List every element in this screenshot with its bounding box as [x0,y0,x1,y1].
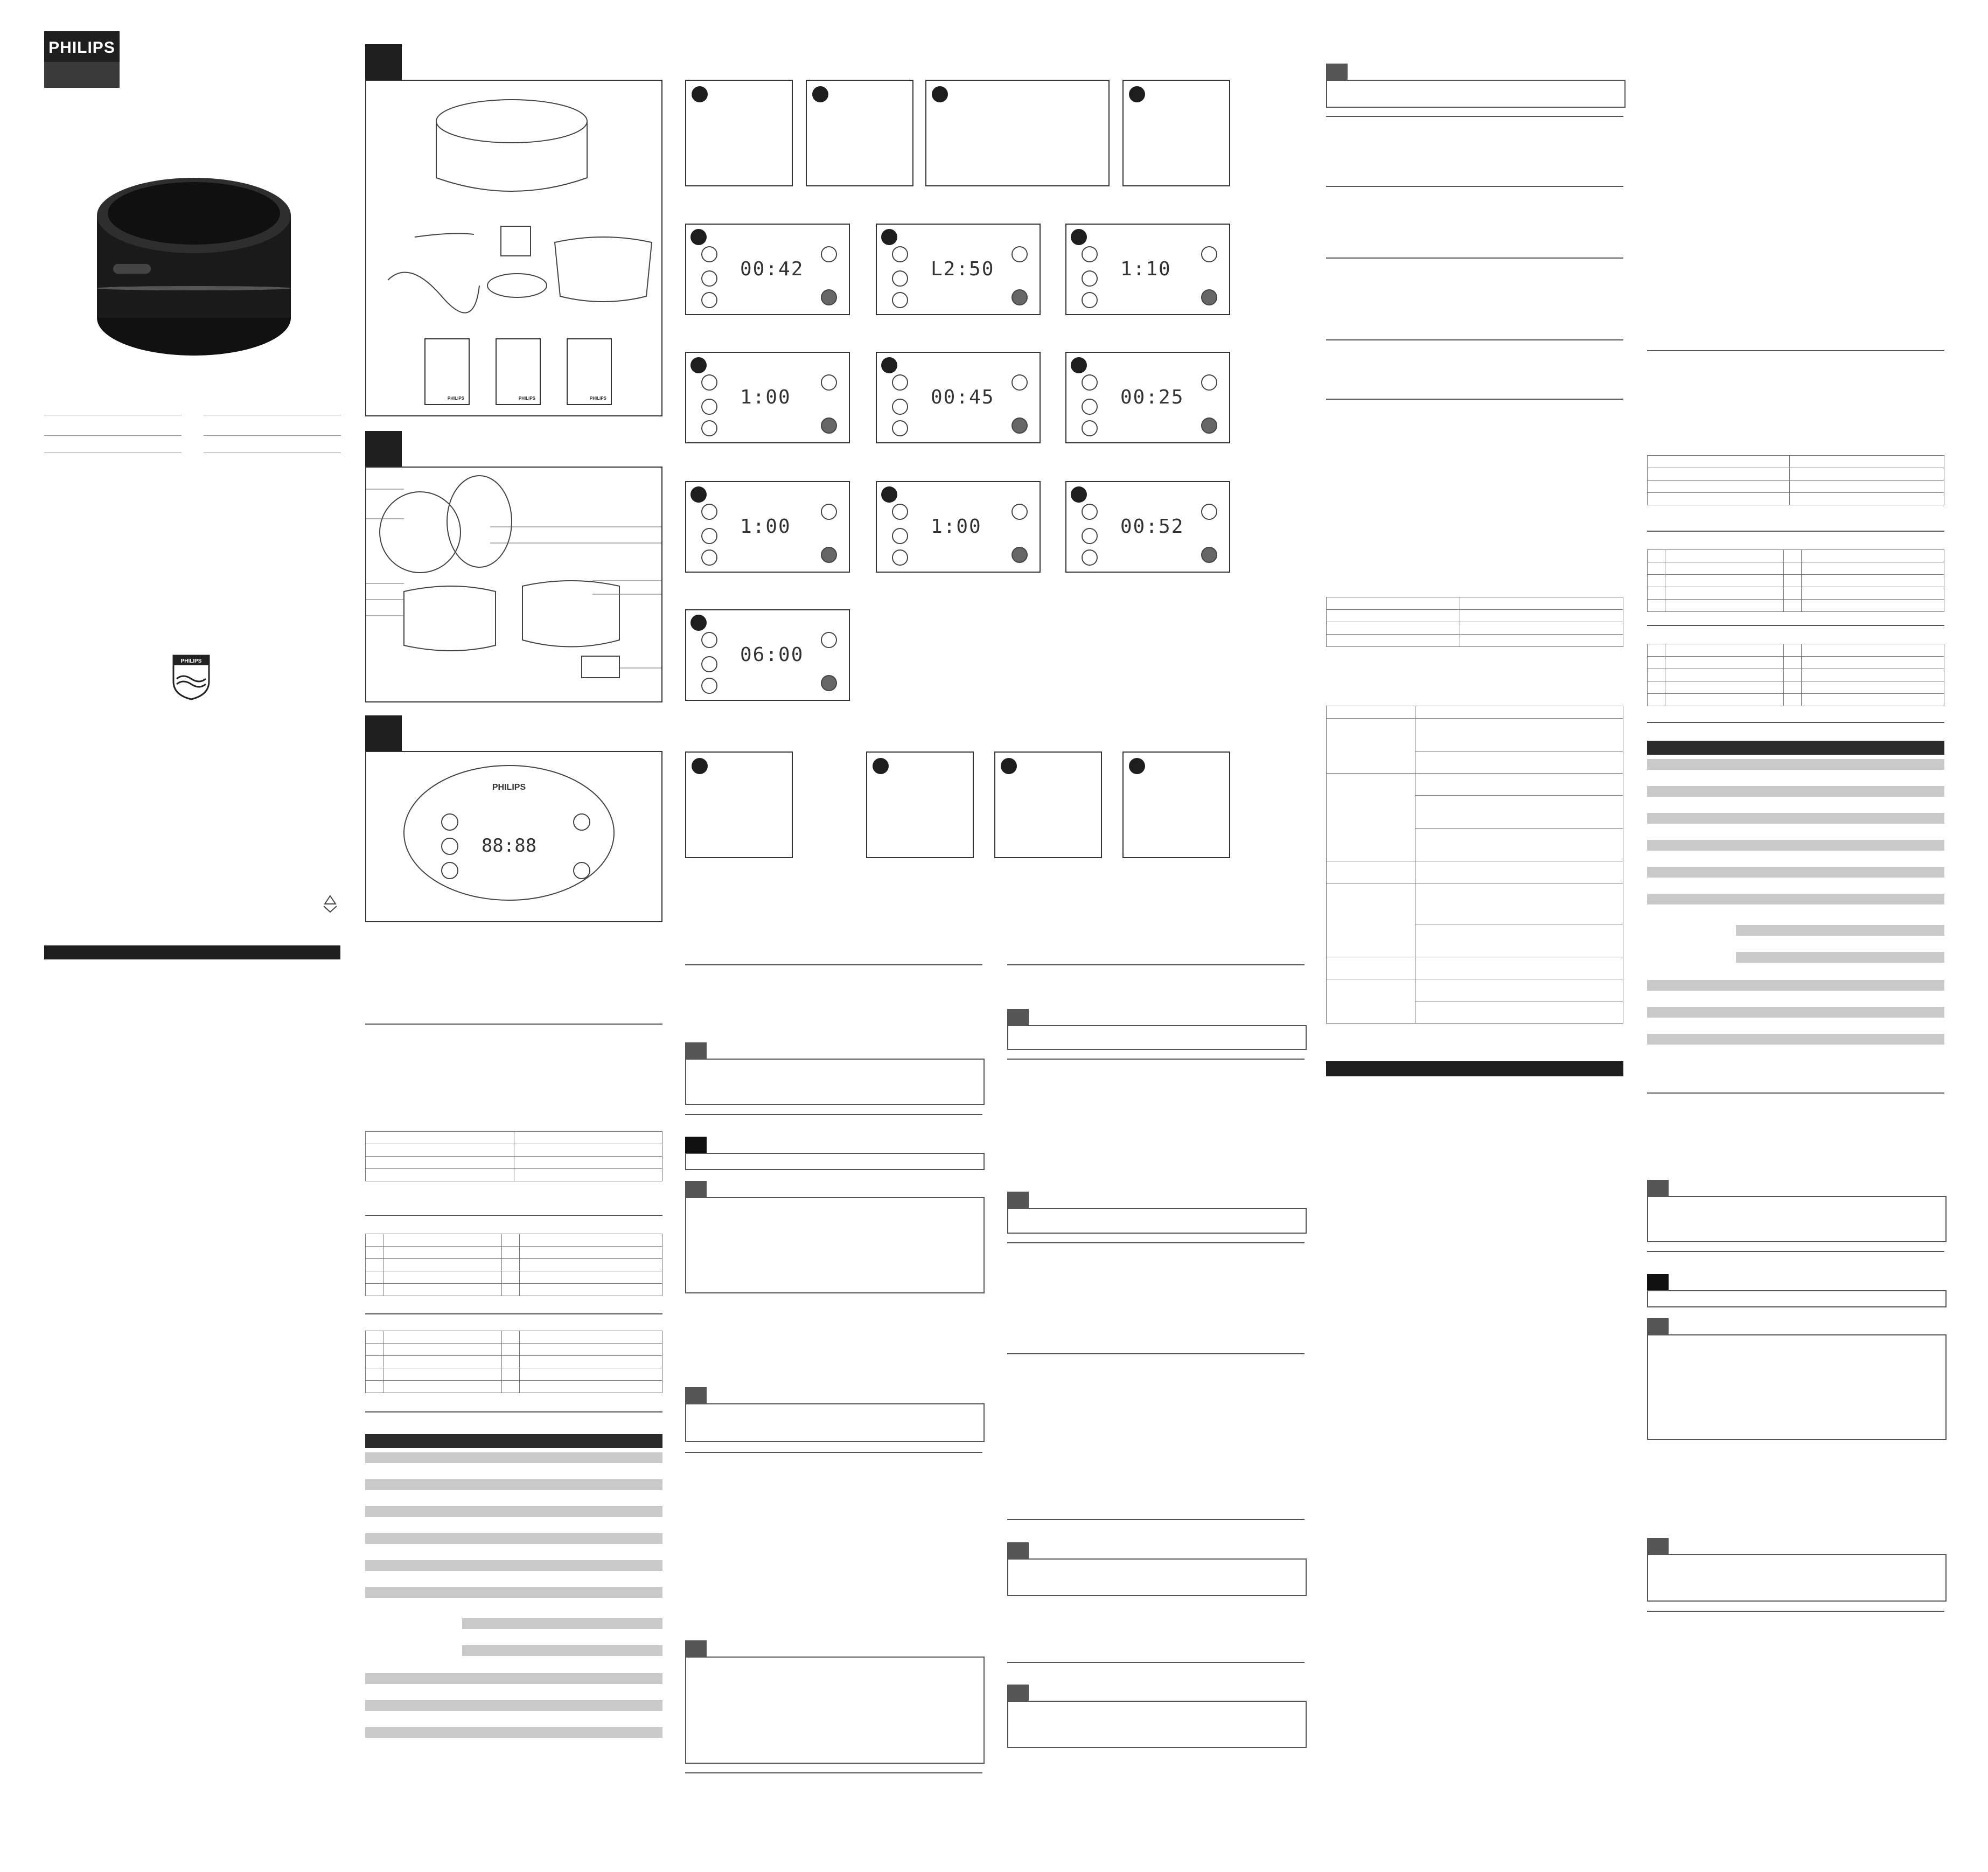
step-figure-2 [806,80,913,186]
recycle-icon [320,894,340,914]
display-reading: 1:10 [1120,258,1171,280]
note-icon [685,1181,707,1197]
product-photo [86,156,302,361]
product-parts-figure [365,467,662,702]
display-step-figure [876,481,1041,573]
display-reading: 06:00 [740,644,804,666]
panel-button-icon [892,420,908,436]
clean-figure-4 [1122,751,1230,858]
specs-table-5 [1647,455,1944,505]
panel-button-icon [701,374,717,391]
display-reading: 00:25 [1120,386,1184,408]
panel-button-icon [1201,504,1217,520]
display-reading: L2:50 [931,258,995,280]
display-step-figure [685,224,850,315]
panel-button-icon [892,399,908,415]
panel-button-icon [821,504,837,520]
philips-logo: PHILIPS [44,31,120,88]
note-box [685,1403,985,1442]
specs-table-6 [1647,549,1944,612]
panel-button-icon [1012,289,1028,305]
note-box [1647,1334,1947,1440]
panel-button-icon [1082,399,1098,415]
panel-button-icon [701,632,717,648]
specs-table-1 [365,1131,662,1181]
panel-button-icon [1201,289,1217,305]
panel-button-icon [1012,417,1028,434]
panel-brand-label: PHILIPS [492,783,526,792]
clean-figure-3 [994,751,1102,858]
note-box [1647,1554,1947,1602]
note-icon [685,1387,707,1403]
panel-button-icon [701,656,717,672]
panel-button-icon [892,246,908,262]
control-panel-figure [365,751,662,922]
panel-button-icon [1012,504,1028,520]
panel-button-icon [1012,246,1028,262]
panel-button-icon [1082,420,1098,436]
display-reading: 1:00 [740,516,791,538]
cover-black-bar [44,945,340,959]
panel-button-icon [1082,374,1098,391]
panel-button-icon [821,675,837,691]
cooking-menu-table [365,1434,662,1746]
panel-button-icon [701,292,717,308]
panel-button-icon [1012,374,1028,391]
panel-button-icon [892,528,908,544]
display-reading: 00:42 [740,258,804,280]
warning-box [1647,1290,1947,1307]
panel-button-icon [821,632,837,648]
cooking-menu-table-2 [1647,741,1944,1048]
panel-button-icon [701,678,717,694]
note-box [685,1657,985,1764]
note-icon [1007,1009,1029,1025]
panel-button-icon [701,270,717,287]
step-figure-3 [925,80,1110,186]
section-black-bar [1326,1061,1623,1076]
panel-button-icon [892,292,908,308]
panel-button-icon [1201,374,1217,391]
display-step-figure [1065,224,1230,315]
display-step-figure [685,352,850,443]
panel-button-icon [821,246,837,262]
display-reading: 1:00 [931,516,982,538]
troubleshooting-table [1326,706,1623,1024]
panel-button-icon [821,289,837,305]
panel-button-icon [701,420,717,436]
panel-display: 88:88 [481,835,537,857]
section-tag-2 [365,431,402,467]
specs-table-7 [1647,644,1944,706]
clean-figure-1 [685,751,793,858]
clean-figure-2 [866,751,974,858]
panel-button-icon [701,246,717,262]
note-box [685,1197,985,1293]
note-icon [1647,1318,1669,1334]
note-icon [1007,1542,1029,1558]
section-tag-1 [365,44,402,80]
display-step-figure [685,609,850,701]
note-icon [685,1640,707,1657]
display-step-figure [876,224,1041,315]
panel-button-icon [1082,292,1098,308]
panel-button-icon [821,417,837,434]
note-box [1007,1701,1307,1748]
note-box [1007,1208,1307,1234]
display-step-figure [1065,352,1230,443]
section-tag-3 [365,715,402,751]
warning-box [685,1153,985,1170]
specs-table-3 [365,1331,662,1393]
note-box [685,1059,985,1105]
panel-button-icon [701,504,717,520]
note-box [1007,1558,1307,1596]
box-contents-figure: PHILIPS PHILIPS PHILIPS [365,80,662,416]
panel-button-icon [892,374,908,391]
panel-button-icon [1201,547,1217,563]
note-icon [685,1042,707,1059]
display-reading: 00:52 [1120,516,1184,538]
panel-button-icon [1012,547,1028,563]
specs-table-4 [1326,597,1623,647]
panel-button-icon [892,270,908,287]
panel-button-icon [1082,246,1098,262]
warning-icon [1647,1274,1669,1290]
display-reading: 1:00 [740,386,791,408]
note-icon [1647,1180,1669,1196]
svg-text:PHILIPS: PHILIPS [180,658,202,664]
note-box [1326,80,1626,108]
warning-icon [685,1137,707,1153]
display-reading: 00:45 [931,386,995,408]
philips-shield-icon [172,655,210,700]
panel-button-icon [701,528,717,544]
panel-button-icon [821,547,837,563]
display-step-figure [1065,481,1230,573]
panel-button-icon [821,374,837,391]
note-box [1007,1025,1307,1050]
panel-button-icon [701,549,717,566]
specs-table-2 [365,1234,662,1296]
note-icon [1326,64,1348,80]
panel-button-icon [1082,549,1098,566]
step-figure-1 [685,80,793,186]
step-figure-4 [1122,80,1230,186]
panel-button-icon [1082,270,1098,287]
note-icon [1007,1685,1029,1701]
panel-button-icon [1082,528,1098,544]
panel-button-icon [1201,417,1217,434]
panel-button-icon [892,549,908,566]
note-icon [1007,1192,1029,1208]
panel-button-icon [1082,504,1098,520]
display-step-figure [876,352,1041,443]
note-icon [1647,1538,1669,1554]
display-step-figure [685,481,850,573]
panel-button-icon [701,399,717,415]
panel-button-icon [892,504,908,520]
note-box [1647,1196,1947,1242]
panel-button-icon [1201,246,1217,262]
